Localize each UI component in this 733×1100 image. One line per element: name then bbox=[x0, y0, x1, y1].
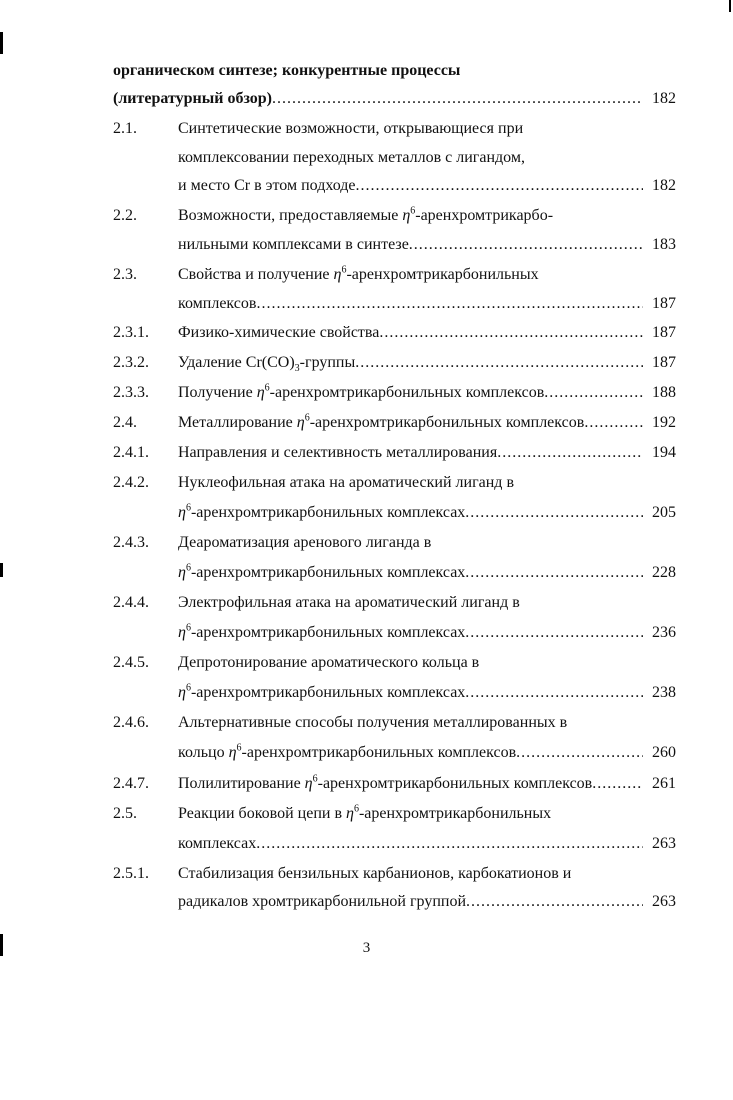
page-number: 3 bbox=[362, 940, 371, 956]
toc-page-number: 263 bbox=[652, 893, 676, 910]
toc-entry-title: Нуклеофильная атака на ароматический лиганд в bbox=[178, 474, 514, 491]
scan-edge-mark bbox=[729, 0, 731, 12]
toc-entry-title: и место Cr в этом подходе ..... bbox=[178, 173, 643, 199]
toc-page-number: 187 bbox=[652, 354, 676, 371]
toc-entry-title: кольцо $\eta^6$-аренхромтрикарбонильных комплексов ..... bbox=[178, 740, 643, 766]
toc-section-number: 2.5. bbox=[113, 805, 137, 822]
toc-entry-title: Направления и селективность металлирования ..... bbox=[178, 440, 643, 466]
toc-entry-title: Синтетические возможности, открывающиеся при bbox=[178, 120, 524, 137]
toc-entry-title: Металлирование $\eta^6$-аренхромтрикарбонильных комплексов ..... bbox=[178, 410, 643, 436]
toc-entry-title: комплексах ..... bbox=[178, 831, 643, 857]
toc-entry-title: (литературный обзор) ..... bbox=[113, 86, 643, 112]
toc-entry-title: комплексовании переходных металлов с лигандом, bbox=[178, 149, 525, 166]
toc-entry-title: Электрофильная атака на ароматический лиганд в bbox=[178, 594, 520, 611]
scan-edge-mark bbox=[0, 32, 3, 54]
toc-entry-title: $\eta^6$-аренхромтрикарбонильных комплексах ..... bbox=[178, 620, 643, 646]
toc-section-number: 2.5.1. bbox=[113, 865, 149, 882]
toc-entry-title: Полилитирование $\eta^6$-аренхромтрикарбонильных комплексов ..... bbox=[178, 771, 643, 797]
toc-section-number: 2.4.1. bbox=[113, 444, 149, 461]
toc-section-number: 2.4. bbox=[113, 414, 137, 431]
toc-entry-title: Реакции боковой цепи в $\eta^6$-аренхромтрикарбонильных bbox=[178, 803, 552, 822]
toc-page-number: 182 bbox=[652, 177, 676, 194]
toc-section-number: 2.3. bbox=[113, 266, 137, 283]
toc-entry-title: $\eta^6$-аренхромтрикарбонильных комплексах ..... bbox=[178, 500, 643, 526]
toc-section-number: 2.4.5. bbox=[113, 654, 149, 671]
toc-entry-title: Стабилизация бензильных карбанионов, карбокатионов и bbox=[178, 865, 572, 882]
toc-entry-title: Удаление $Cr(CO)_3$-группы ..... bbox=[178, 350, 643, 376]
toc-entry-title: радикалов хромтрикарбонильной группой ..... bbox=[178, 889, 643, 915]
toc-entry-title: Депротонирование ароматического кольца в bbox=[178, 654, 480, 671]
toc-page-number: 194 bbox=[652, 444, 676, 461]
toc-page-number: 236 bbox=[652, 624, 676, 641]
toc-page-number: 192 bbox=[652, 414, 676, 431]
toc-entry-title: Получение $\eta^6$-аренхромтрикарбонильных комплексов ..... bbox=[178, 380, 643, 406]
toc-entry-title: комплексов ..... bbox=[178, 291, 643, 317]
toc-page-number: 187 bbox=[652, 324, 676, 341]
toc-section-number: 2.3.2. bbox=[113, 354, 149, 371]
toc-entry-title: органическом синтезе; конкурентные процессы bbox=[113, 62, 461, 79]
toc-page-number: 183 bbox=[652, 236, 676, 253]
toc-section-number: 2.4.4. bbox=[113, 594, 149, 611]
toc-section-number: 2.3.3. bbox=[113, 384, 149, 401]
toc-page-number: 188 bbox=[652, 384, 676, 401]
toc-entry-title: Деароматизация аренового лиганда в bbox=[178, 534, 432, 551]
toc-section-number: 2.4.6. bbox=[113, 714, 149, 731]
toc-entry-title: Альтернативные способы получения металлированных в bbox=[178, 714, 568, 731]
toc-entry-title: Возможности, предоставляемые $\eta^6-аренхромтрикарбо-$ bbox=[178, 205, 554, 224]
toc-section-number: 2.1. bbox=[113, 120, 137, 137]
toc-entry-title: нильными комплексами в синтезе ..... bbox=[178, 232, 643, 258]
toc-page-number: 228 bbox=[652, 564, 676, 581]
toc-page-number: 182 bbox=[652, 90, 676, 107]
toc-entry-title: $\eta^6$-аренхромтрикарбонильных комплексах ..... bbox=[178, 560, 643, 586]
toc-section-number: 2.2. bbox=[113, 207, 137, 224]
toc-section-number: 2.4.7. bbox=[113, 775, 149, 792]
scan-edge-mark bbox=[0, 563, 3, 577]
toc-entry-title: Свойства и получение $\eta^6$-аренхромтрикарбонильных bbox=[178, 264, 539, 283]
toc-section-number: 2.3.1. bbox=[113, 324, 149, 341]
toc-page-number: 187 bbox=[652, 295, 676, 312]
toc-page-number: 238 bbox=[652, 684, 676, 701]
toc-entry-title: Физико-химические свойства ..... bbox=[178, 320, 643, 346]
toc-page-number: 260 bbox=[652, 744, 676, 761]
toc-page-number: 261 bbox=[652, 775, 676, 792]
toc-section-number: 2.4.2. bbox=[113, 474, 149, 491]
toc-page-number: 205 bbox=[652, 504, 676, 521]
toc-entry-title: $\eta^6$-аренхромтрикарбонильных комплексах ..... bbox=[178, 680, 643, 706]
toc-page-number: 263 bbox=[652, 835, 676, 852]
toc-section-number: 2.4.3. bbox=[113, 534, 149, 551]
